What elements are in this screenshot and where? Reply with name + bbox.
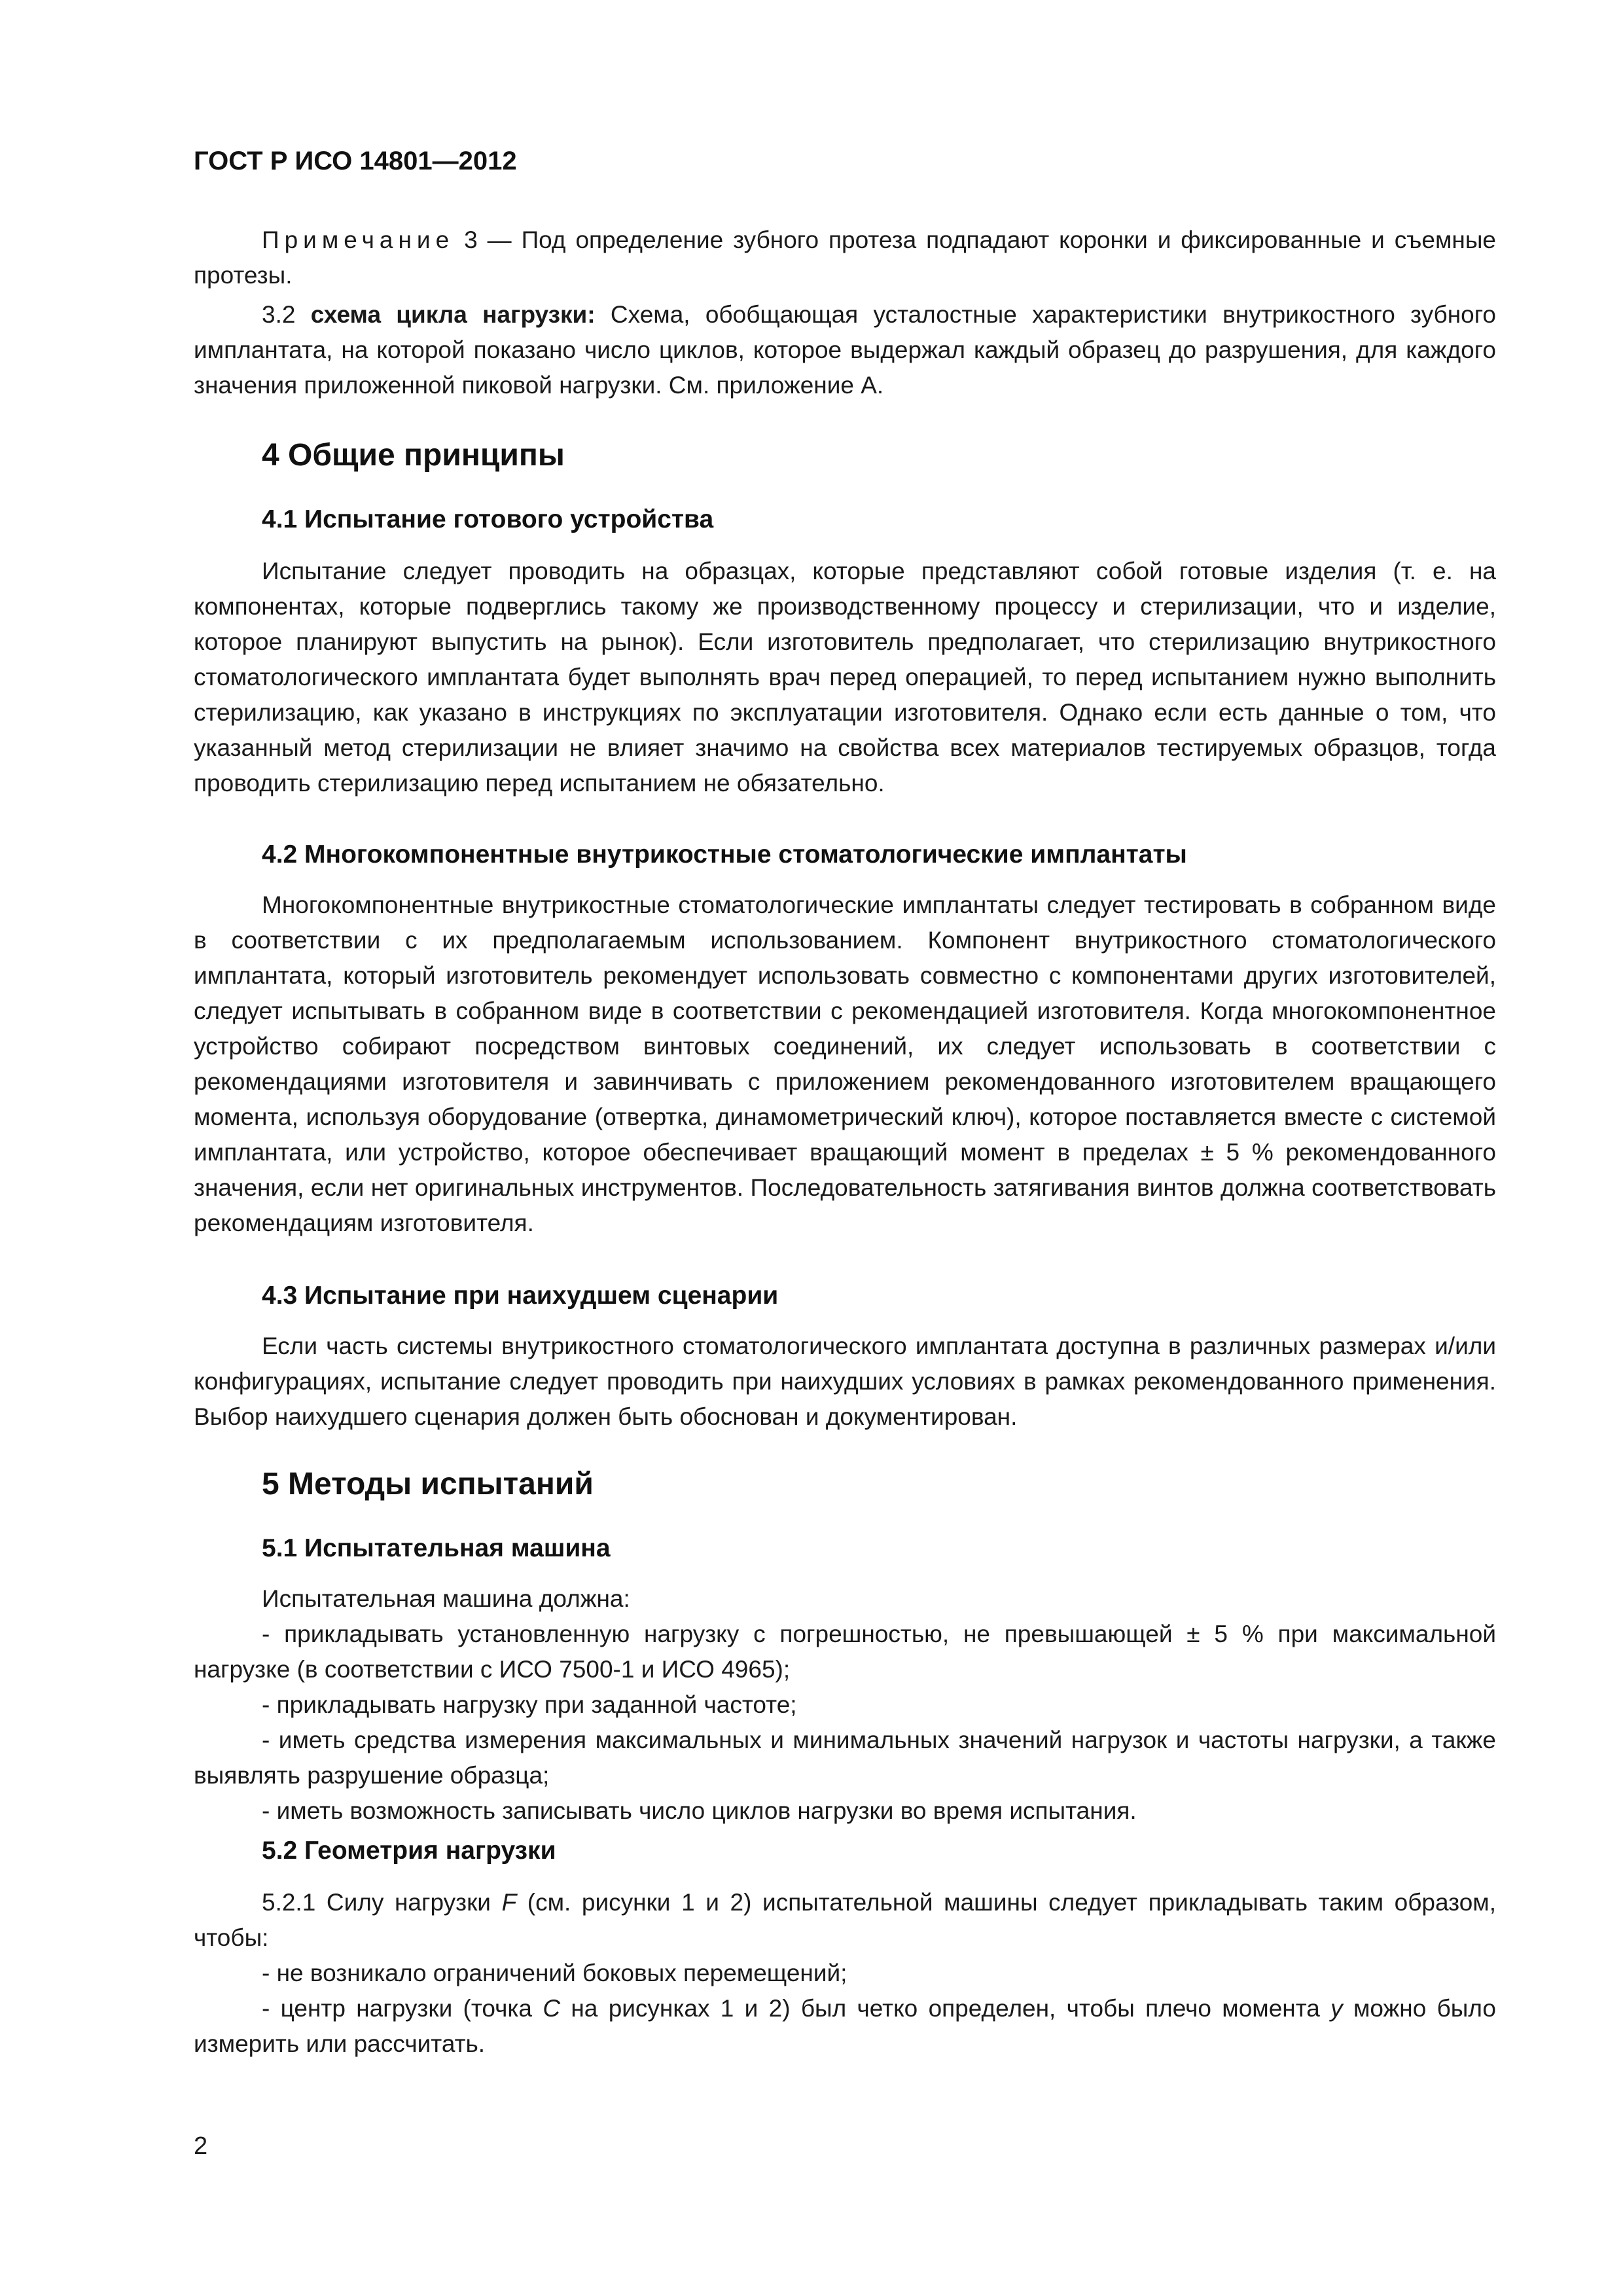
item-text: можно было измерить или рассчитать.: [194, 1995, 1496, 2057]
definition-3-2: [194, 297, 1496, 403]
subsection-5-1-body: [194, 1581, 1496, 1829]
list-item: - иметь возможность записывать число циклов нагрузки во время испытания.: [262, 1797, 1137, 1824]
point-variable: C: [543, 1995, 561, 2022]
section-5-heading: 5 Методы испытаний: [262, 1467, 594, 1501]
subsection-4-1-heading: 4.1 Испытание готового устройства: [262, 505, 714, 533]
note-label: Примечание: [262, 226, 455, 253]
definition-term: схема цикла нагрузки:: [310, 301, 596, 328]
definition-number: 3.2: [262, 301, 311, 328]
item-text: - центр нагрузки (точка: [262, 1995, 543, 2022]
subsection-5-1-heading: 5.1 Испытательная машина: [262, 1534, 611, 1562]
subsection-4-3-heading: 4.3 Испытание при наихудшем сценарии: [262, 1282, 779, 1310]
list-item: [194, 1991, 1496, 2062]
page-number: 2: [194, 2132, 208, 2160]
list-item: - прикладывать нагрузку при заданной частоте;: [262, 1691, 797, 1718]
subsection-4-2-text: Многокомпонентные внутрикостные стоматологические имплантаты следует тестировать в собранном виде в соответствии с их предполагаемым использованием. Компонент внутрикостного стоматологического имплантата, который изготовитель рекомендует использовать совместно с компонентами других изготовителей, следует испытывать в собранном виде в соответствии с рекомендацией изготовителя. Когда многокомпонентное устройство собирают посредством винтовых соединений, их следует использовать в соответствии с рекомендациями изготовителя и завинчивать с приложением рекомендованного изготовителем вращающего момента, используя оборудование (отвертка, динамометрический ключ), которое поставляется вместе с системой имплантата, или устройство, которое обеспечивает вращающий момент в пределах ± 5 % рекомендованного значения, если нет оригинальных инструментов. Последовательность затягивания винтов должна соответствовать рекомендациям изготовителя.: [194, 891, 1496, 1236]
section-4-heading: 4 Общие принципы: [262, 438, 565, 473]
item-text: на рисунках 1 и 2) был четко определен, чтобы плечо момента: [560, 1995, 1331, 2022]
subsection-5-2-body: [194, 1885, 1496, 2062]
machine-intro: Испытательная машина должна:: [262, 1585, 630, 1612]
machine-requirements-list: [194, 1617, 1496, 1829]
list-item: - прикладывать установленную нагрузку с погрешностью, не превышающей ± 5 % при максимальной нагрузке (в соответствии с ИСО 7500-1 и ИСО 4965);: [194, 1621, 1496, 1683]
note-text: 3 — Под определение зубного протеза подпадают коронки и фиксированные и съемные протезы.: [194, 226, 1496, 289]
note-3: [194, 223, 1496, 293]
document-code-header: ГОСТ Р ИСО 14801—2012: [194, 147, 517, 175]
moment-arm-variable: y: [1330, 1995, 1343, 2022]
subsection-5-2-heading: 5.2 Геометрия нагрузки: [262, 1837, 556, 1865]
load-geometry-list: [194, 1956, 1496, 2062]
subsection-4-1-text: Испытание следует проводить на образцах, которые представляют собой готовые изделия (т. е. на компонентах, которые подверглись такому же производственному процессу и стерилизации, что и изделие, которое планируют выпустить на рынок). Если изготовитель предполагает, что стерилизацию внутрикостного стоматологического имплантата будет выполнять врач перед операцией, то перед испытанием нужно выполнить стерилизацию, как указано в инструкциях по эксплуатации изготовителя. Однако если есть данные о том, что указанный метод стерилизации не влияет значимо на свойства всех материалов тестируемых образцов, тогда проводить стерилизацию перед испытанием не обязательно.: [194, 558, 1496, 797]
list-item: - не возникало ограничений боковых перемещений;: [262, 1960, 847, 1986]
definition-text: Схема, обобщающая усталостные характеристики внутрикостного зубного имплантата, на которой показано число циклов, которое выдержал каждый образец до разрушения, для каждого значения приложенной пиковой нагрузки. См. приложение А.: [194, 301, 1496, 399]
subsection-4-2-heading: 4.2 Многокомпонентные внутрикостные стоматологические имплантаты: [262, 840, 1187, 869]
force-variable: F: [501, 1889, 517, 1916]
clause-5-2-1: [194, 1885, 1496, 1956]
subsection-4-3-text: Если часть системы внутрикостного стоматологического имплантата доступна в различных размерах и/или конфигурациях, испытание следует проводить при наихудших условиях в рамках рекомендованного применения. Выбор наихудшего сценария должен быть обоснован и документирован.: [194, 1333, 1496, 1430]
list-item: - иметь средства измерения максимальных и минимальных значений нагрузок и частоты нагрузки, а также выявлять разрушение образца;: [194, 1727, 1496, 1789]
clause-text: (см. рисунки 1 и 2) испытательной машины следует прикладывать таким образом, чтобы:: [194, 1889, 1496, 1951]
clause-text: 5.2.1 Силу нагрузки: [262, 1889, 502, 1916]
